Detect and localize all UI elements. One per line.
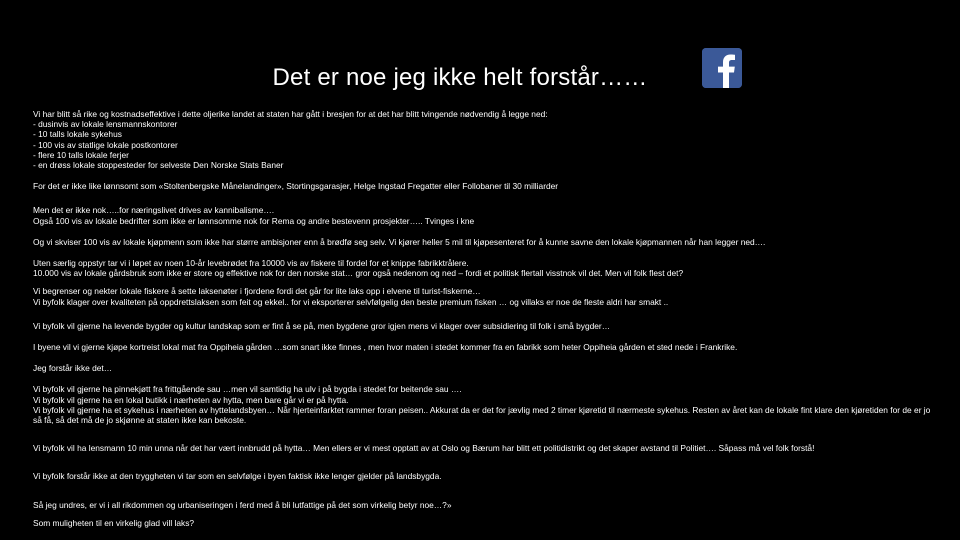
post-body [33, 109, 938, 528]
paragraph-salmon [33, 286, 938, 306]
text-line: Som muligheten til en virkelig glad vill laks? [33, 517, 195, 528]
list-item: - dusinvis av lokale lensmannskontorer [33, 119, 178, 130]
text-line: Jeg forstår ikke det… [33, 363, 113, 374]
text-line: Vi byfolk vil gjerne ha pinnekjøtt fra frittgående sau …men vil samtidig ha ulv i på bygda i stedet for beitende sau …. [33, 384, 462, 395]
paragraph-city-folk-wants [33, 384, 938, 425]
facebook-logo-glyph [702, 48, 742, 88]
text-line: Så jeg undres, er vi i all rikdommen og urbaniseringen i ferd med å bli lutfattige på det som virkelig betyr noe…?» [33, 499, 452, 510]
paragraph-police [33, 443, 938, 453]
text-line: Vi byfolk klager over kvaliteten på oppdrettslaksen som feit og ekkel.. for vi eksporterer selvfølgelig den beste premium fisken … og villaks er noe de fleste aldri har smakt .. [33, 296, 669, 307]
paragraph-cannibalism [33, 205, 938, 225]
paragraph-conclusion [33, 500, 938, 528]
paragraph-merchants [33, 237, 938, 247]
slide-title: Det er noe jeg ikke helt forstår…… [272, 64, 648, 91]
list-item: - flere 10 talls lokale ferjer [33, 149, 129, 160]
paragraph-fishers-farms [33, 258, 938, 278]
text-line: Vi byfolk vil gjerne ha en lokal butikk i nærheten av hytta, men bare går vi er på hytta. [33, 394, 349, 405]
paragraph-dont-understand [33, 363, 938, 373]
text-line: Vi byfolk vil ha lensmann 10 min unna når det har vært innbrudd på hytta… Men ellers er vi mest opptatt av at Oslo og Bærum har blitt ett politidistrikt og det skaper avstand til Politiet…. Såpass må vel folk forstå! [33, 443, 815, 454]
text-line: Og vi skviser 100 vis av lokale kjøpmenn som ikke har større ambisjoner enn å brødfø seg selv. Vi kjører heller 5 mil til kjøpesenteret for å kunne savne den lokale kjøpmannen når han legger ned…. [33, 236, 766, 247]
paragraph-living-villages [33, 321, 938, 331]
list-item: - en drøss lokale stoppesteder for selveste Den Norske Stats Baner [33, 160, 284, 171]
text-line: Også 100 vis av lokale bedrifter som ikke er lønnsomme nok for Rema og andre bestevenn prosjekter….. Tvinges i kne [33, 215, 475, 226]
text-line: Vi har blitt så rike og kostnadseffektive i dette oljerike landet at staten har gått i bresjen for at det har blitt tvingende nødvendig å legge ned: [33, 109, 548, 119]
list-item: - 10 talls lokale sykehus [33, 129, 122, 140]
text-line: Uten særlig oppstyr tar vi i løpet av noen 10-år levebrødet fra 10000 vis av fiskere til fordel for et knippe fabrikktrålere. [33, 258, 469, 269]
text-line: Vi begrenser og nekter lokale fiskere å sette laksenøter i fjordene fordi det går for lite laks opp i elvene til turist-fiskerne… [33, 286, 481, 297]
text-line: 10.000 vis av lokale gårdsbruk som ikke er store og effektive nok for den norske stat… gror også nedenom og ned – fordi et politisk flertall visstnok vil det. Men vil folk flest det? [33, 268, 684, 279]
text-line: I byene vil vi gjerne kjøpe kortreist lokal mat fra Oppiheia gården …som snart ikke finnes , men hvor maten i stedet kommer fra en fabrikk som heter Oppiheia gården et sted nede i Frankrike. [33, 342, 738, 353]
text-line: Men det er ikke nok…..for næringslivet drives av kannibalisme…. [33, 205, 275, 216]
paragraph-safety [33, 471, 938, 481]
facebook-icon[interactable] [702, 48, 742, 88]
text-line: For det er ikke like lønnsomt som «Stoltenbergske Månelandinger», Stortingsgarasjer, Helge Ingstad Fregatter eller Follobaner til 30 milliarder [33, 181, 559, 192]
text-line: Vi byfolk forstår ikke at den tryggheten vi tar som en selvfølge i byen faktisk ikke lenger gjelder på landsbygda. [33, 471, 442, 482]
paragraph-local-food [33, 342, 938, 352]
paragraph-closures [33, 109, 938, 170]
paragraph-profitability [33, 181, 938, 191]
list-item: - 100 vis av statlige lokale postkontorer [33, 139, 178, 150]
text-line: Vi byfolk vil gjerne ha levende bygder og kultur landskap som er fint å se på, men bygdene gror igjen mens vi klager over subsidiering til folk i små bygder… [33, 320, 611, 331]
text-line: Vi byfolk vil gjerne ha et sykehus i nærheten av hyttelandsbyen… Når hjerteinfarktet rammer foran peisen.. Akkurat da er det for jævlig med 2 timer kjøretid til nærmeste sykehus. Resten av året kan de lokale fint klare den kjøretiden for de er jo så få, så det må de jo skjønne at staten ikke kan bekoste. [33, 404, 931, 426]
